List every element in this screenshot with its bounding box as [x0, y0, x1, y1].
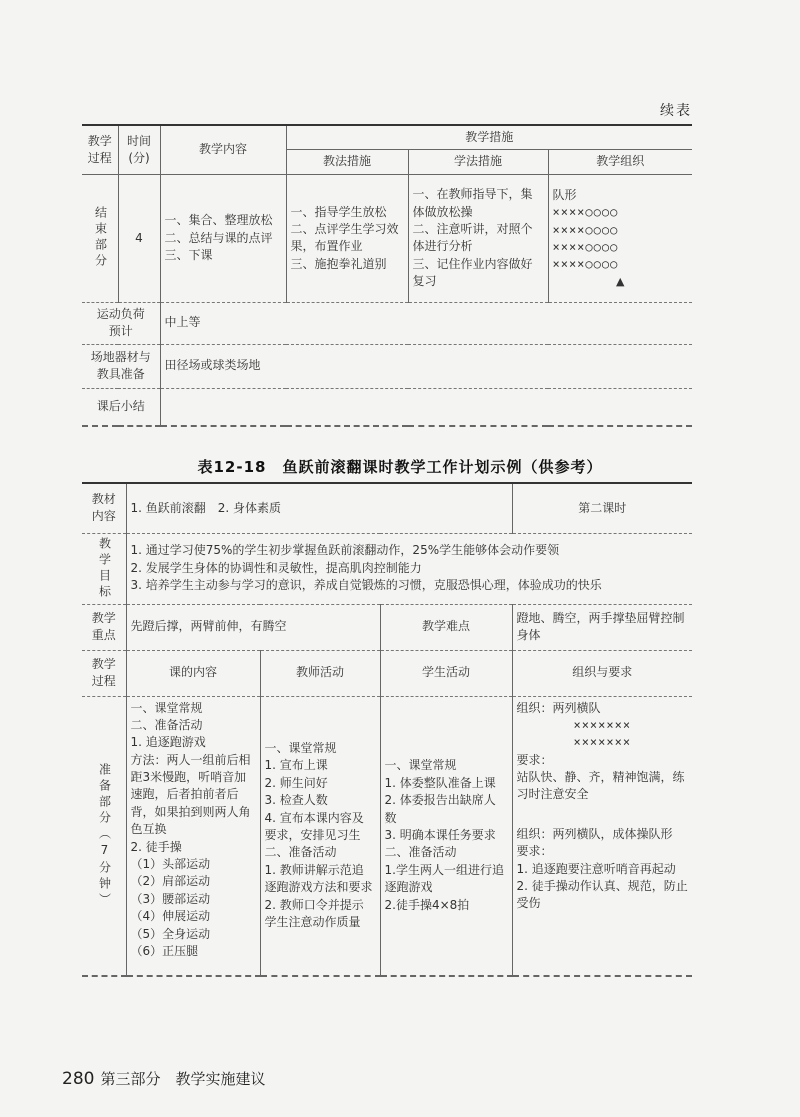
header-time: 时间 (分): [118, 125, 160, 174]
org2-details: 组织：两列横队，成体操队形 要求： 1. 追逐跑要注意听哨音再起动 2. 徒手操动作认真、规范，防止受伤: [516, 826, 688, 911]
header-teach-method: 教法措施: [286, 150, 408, 174]
ending-time: 4: [118, 174, 160, 302]
key-label: 教学 重点: [82, 604, 126, 650]
formation-row: ××××○○○○: [552, 222, 619, 237]
header-process-2: 教学 过程: [82, 650, 126, 696]
formation-row: ×××××××: [573, 735, 632, 750]
header-process: 教学 过程: [82, 125, 118, 174]
formation-row: ××××○○○○: [552, 240, 619, 254]
prep-organization: [512, 696, 692, 976]
header-org-requirements: 组织与要求: [512, 650, 692, 696]
formation-row: ×××××××: [573, 717, 632, 732]
ending-organization: [548, 174, 692, 302]
section-title: 第三部分 教学实施建议: [100, 1070, 266, 1088]
summary-value: [160, 388, 692, 426]
teacher-marker-icon: ▲: [616, 274, 625, 288]
continued-label: 续表: [660, 103, 692, 119]
ending-learn: 一、在教师指导下，集体做放松操 二、注意听讲，对照个体进行分析 三、记住作业内容做好复习: [408, 174, 548, 302]
material-label: 教材 内容: [82, 483, 126, 533]
continued-plan-table: [82, 124, 692, 427]
formation-row: ××××○○○○: [552, 257, 619, 272]
header-teacher-activity: 教师活动: [260, 650, 380, 696]
equipment-value: 田径场或球类场地: [160, 344, 692, 388]
prep-section: 准备部分（7分钟）: [97, 762, 112, 909]
difficulty-label: 教学难点: [380, 604, 512, 650]
load-label: 运动负荷 预计: [82, 302, 160, 344]
prep-teacher: 一、课堂常规 1. 宣布上课 2. 师生问好 3. 检查人数 4. 宣布本课内容及要求，安排见习生 二、准备活动 1. 教师讲解示范追逐跑游戏方法和要求 2. 教师口令并提示学生注意动作质量: [260, 696, 380, 976]
header-measures: 教学措施: [286, 125, 692, 150]
header-organization: 教学组织: [548, 150, 692, 174]
header-content: 教学内容: [160, 125, 286, 174]
prep-content: 一、课堂常规 二、准备活动 1. 追逐跑游戏 方法：两人一组前后相距3米慢跑，听哨音加速跑，后者拍前者后背，如果拍到则两人角色互换 2. 徒手操 （1）头部运动 （2）肩部运动 （3）腰部运动 （4）伸展运动 （5）全身运动 （6）正压腿: [126, 696, 260, 976]
goals-list: [126, 533, 692, 604]
header-lesson-content: 课的内容: [126, 650, 260, 696]
summary-label: 课后小结: [82, 388, 160, 426]
key-value: 先蹬后撑，两臂前伸，有腾空: [126, 604, 380, 650]
difficulty-value: 蹬地、腾空，两手撑垫屈臂控制身体: [512, 604, 692, 650]
page-footer: [62, 1068, 265, 1089]
material-value: 1. 鱼跃前滚翻 2. 身体素质: [126, 483, 512, 533]
lesson-plan-table: [82, 482, 692, 977]
header-learn-method: 学法措施: [408, 150, 548, 174]
prep-student: 一、课堂常规 1. 体委整队准备上课 2. 体委报告出缺席人数 3. 明确本课任务要求 二、准备活动 1.学生两人一组进行追逐跑游戏 2.徒手操4×8拍: [380, 696, 512, 976]
header-student-activity: 学生活动: [380, 650, 512, 696]
org1-requirements: 要求： 站队快、静、齐，精神饱满，练习时注意安全: [516, 752, 685, 802]
goal-item: 1. 通过学习使75%的学生初步掌握鱼跃前滚翻动作，25%学生能够体会动作要领: [130, 543, 560, 558]
ending-section: 结束部分: [93, 206, 108, 271]
org1-title: 组织：两列横队: [516, 700, 601, 715]
lesson-number: 第二课时: [512, 483, 692, 533]
ending-content: 一、集合、整理放松 二、总结与课的点评 三、下课: [160, 174, 286, 302]
load-value: 中上等: [160, 302, 692, 344]
page-number: 280: [62, 1069, 95, 1089]
goal-item: 3. 培养学生主动参与学习的意识，养成自觉锻炼的习惯，克服恐惧心理，体验成功的快乐: [130, 578, 602, 593]
equipment-label: 场地器材与 教具准备: [82, 344, 160, 388]
goals-label: 教学目标: [97, 536, 112, 601]
formation-row: ××××○○○○: [552, 205, 619, 220]
formation-title: 队形: [552, 187, 577, 202]
ending-teach: 一、指导学生放松 二、点评学生学习效果，布置作业 三、施抱拳礼道别: [286, 174, 408, 302]
goal-item: 2. 发展学生身体的协调性和灵敏性，提高肌肉控制能力: [130, 560, 422, 575]
table-caption: 表12-18 鱼跃前滚翻课时教学工作计划示例（供参考）: [197, 458, 603, 476]
